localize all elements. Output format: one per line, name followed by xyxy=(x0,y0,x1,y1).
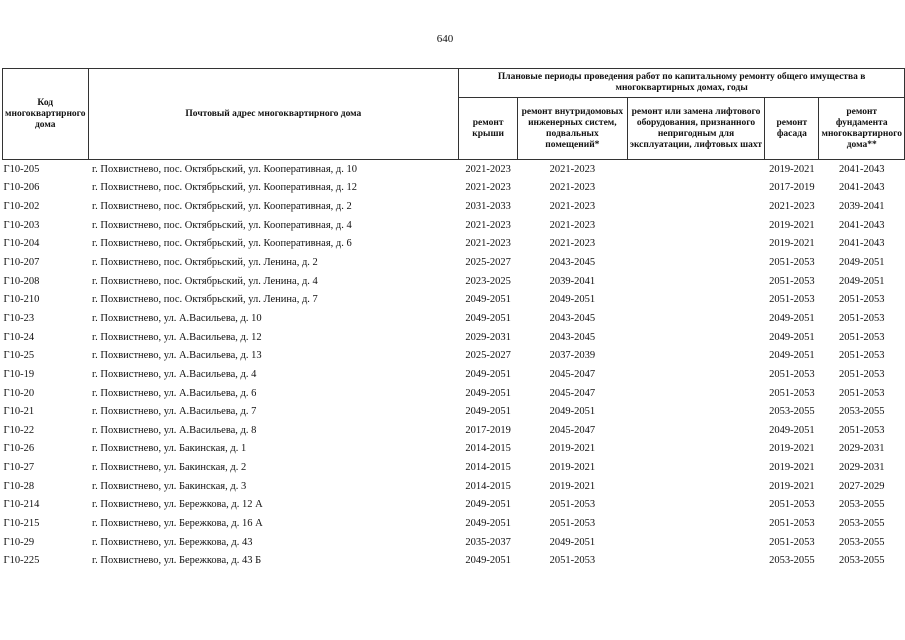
row-systems: 2045-2047 xyxy=(549,387,596,399)
table-row xyxy=(3,384,905,403)
table-row xyxy=(3,346,905,365)
row-foundation: 2053-2055 xyxy=(838,536,885,548)
row-systems: 2021-2023 xyxy=(549,182,596,194)
row-address: г. Похвистнево, ул. А.Васильева, д. 8 xyxy=(92,424,257,436)
row-elevator xyxy=(627,477,765,496)
table-row xyxy=(3,402,905,421)
row-code: Г10-28 xyxy=(3,480,35,492)
row-roof: 2014-2015 xyxy=(465,480,511,492)
row-elevator xyxy=(627,551,765,570)
row-foundation: 2041-2043 xyxy=(838,238,885,250)
row-systems: 2021-2023 xyxy=(549,163,596,175)
table-row xyxy=(3,477,905,496)
row-roof: 2049-2051 xyxy=(465,517,511,529)
row-roof: 2049-2051 xyxy=(465,368,511,380)
row-systems: 2049-2051 xyxy=(549,536,596,548)
row-address: г. Похвистнево, ул. А.Васильева, д. 10 xyxy=(92,312,262,324)
row-foundation: 2051-2053 xyxy=(838,331,885,343)
row-facade: 2019-2021 xyxy=(769,219,815,231)
row-facade: 2017-2019 xyxy=(769,182,815,194)
table-row xyxy=(3,551,905,570)
row-roof: 2021-2023 xyxy=(465,182,511,194)
row-address: г. Похвистнево, пос. Октябрьский, ул. Кооперативная, д. 2 xyxy=(92,201,352,213)
table-row xyxy=(3,533,905,552)
row-address: г. Похвистнево, ул. А.Васильева, д. 4 xyxy=(92,368,257,380)
row-elevator xyxy=(627,179,765,198)
row-systems: 2039-2041 xyxy=(549,275,596,287)
table-header xyxy=(3,69,905,160)
row-foundation: 2049-2051 xyxy=(838,257,885,269)
row-address: г. Похвистнево, ул. Бакинская, д. 2 xyxy=(92,462,247,474)
row-elevator xyxy=(627,365,765,384)
row-facade: 2051-2053 xyxy=(769,368,815,380)
table-row xyxy=(3,235,905,254)
row-systems: 2019-2021 xyxy=(549,462,596,474)
header-address: Почтовый адрес многоквартирного дома xyxy=(88,69,459,160)
row-address: г. Похвистнево, пос. Октябрьский, ул. Ленина, д. 7 xyxy=(92,294,318,306)
row-foundation: 2051-2053 xyxy=(838,368,885,380)
row-systems: 2021-2023 xyxy=(549,238,596,250)
row-facade: 2049-2051 xyxy=(769,331,815,343)
row-foundation: 2053-2055 xyxy=(838,406,885,418)
row-facade: 2019-2021 xyxy=(769,462,815,474)
row-code: Г10-214 xyxy=(3,499,40,511)
table-row xyxy=(3,440,905,459)
row-elevator xyxy=(627,253,765,272)
row-elevator xyxy=(627,197,765,216)
row-roof: 2017-2019 xyxy=(465,424,511,436)
row-code: Г10-24 xyxy=(3,331,35,343)
row-address: г. Похвистнево, ул. Бакинская, д. 1 xyxy=(92,443,247,455)
header-facade-repair: ремонт фасада xyxy=(765,98,819,160)
row-elevator xyxy=(627,514,765,533)
row-address: г. Похвистнево, ул. А.Васильева, д. 7 xyxy=(92,406,257,418)
row-code: Г10-25 xyxy=(3,350,35,362)
table-row xyxy=(3,197,905,216)
row-roof: 2049-2051 xyxy=(465,387,511,399)
row-code: Г10-203 xyxy=(3,219,40,231)
table-row xyxy=(3,272,905,291)
row-facade: 2049-2051 xyxy=(769,350,815,362)
row-code: Г10-20 xyxy=(3,387,35,399)
row-foundation: 2039-2041 xyxy=(838,201,885,213)
row-systems: 2045-2047 xyxy=(549,424,596,436)
row-address: г. Похвистнево, пос. Октябрьский, ул. Ленина, д. 2 xyxy=(92,257,318,269)
table-row xyxy=(3,365,905,384)
row-code: Г10-202 xyxy=(3,201,40,213)
row-facade: 2051-2053 xyxy=(769,275,815,287)
row-systems: 2043-2045 xyxy=(549,331,596,343)
row-systems: 2043-2045 xyxy=(549,312,596,324)
row-facade: 2051-2053 xyxy=(769,294,815,306)
row-roof: 2035-2037 xyxy=(465,536,511,548)
row-elevator xyxy=(627,328,765,347)
row-roof: 2014-2015 xyxy=(465,462,511,474)
row-facade: 2019-2021 xyxy=(769,238,815,250)
row-roof: 2031-2033 xyxy=(465,201,511,213)
table-row xyxy=(3,309,905,328)
row-facade: 2051-2053 xyxy=(769,257,815,269)
row-address: г. Похвистнево, пос. Октябрьский, ул. Кооперативная, д. 10 xyxy=(92,163,357,175)
row-code: Г10-204 xyxy=(3,238,40,250)
row-address: г. Похвистнево, ул. Бережкова, д. 43 xyxy=(92,536,253,548)
row-foundation: 2051-2053 xyxy=(838,312,885,324)
row-elevator xyxy=(627,533,765,552)
header-code: Код многоквартирного дома xyxy=(3,69,89,160)
row-foundation: 2041-2043 xyxy=(838,163,885,175)
row-elevator xyxy=(627,235,765,254)
row-facade: 2051-2053 xyxy=(769,517,815,529)
row-systems: 2021-2023 xyxy=(549,201,596,213)
row-foundation: 2049-2051 xyxy=(838,275,885,287)
table-body xyxy=(3,160,905,571)
table-row xyxy=(3,458,905,477)
row-systems: 2049-2051 xyxy=(549,406,596,418)
row-roof: 2021-2023 xyxy=(465,219,511,231)
row-roof: 2049-2051 xyxy=(465,499,511,511)
row-foundation: 2051-2053 xyxy=(838,350,885,362)
row-roof: 2025-2027 xyxy=(465,257,511,269)
row-foundation: 2029-2031 xyxy=(838,443,885,455)
row-foundation: 2051-2053 xyxy=(838,424,885,436)
row-elevator xyxy=(627,421,765,440)
row-code: Г10-21 xyxy=(3,406,35,418)
row-code: Г10-206 xyxy=(3,182,40,194)
row-address: г. Похвистнево, пос. Октябрьский, ул. Кооперативная, д. 12 xyxy=(92,182,357,194)
row-foundation: 2051-2053 xyxy=(838,294,885,306)
row-foundation: 2053-2055 xyxy=(838,555,885,567)
row-facade: 2021-2023 xyxy=(769,201,815,213)
row-systems: 2043-2045 xyxy=(549,257,596,269)
row-roof: 2029-2031 xyxy=(465,331,511,343)
row-roof: 2014-2015 xyxy=(465,443,511,455)
table-row xyxy=(3,160,905,179)
row-address: г. Похвистнево, ул. Бакинская, д. 3 xyxy=(92,480,247,492)
row-roof: 2021-2023 xyxy=(465,238,511,250)
row-roof: 2023-2025 xyxy=(465,275,511,287)
row-elevator xyxy=(627,216,765,235)
row-foundation: 2053-2055 xyxy=(838,499,885,511)
page-number: 640 xyxy=(436,33,454,45)
row-facade: 2049-2051 xyxy=(769,312,815,324)
row-code: Г10-19 xyxy=(3,368,35,380)
row-elevator xyxy=(627,272,765,291)
row-elevator xyxy=(627,290,765,309)
row-systems: 2019-2021 xyxy=(549,443,596,455)
row-code: Г10-26 xyxy=(3,443,35,455)
row-elevator xyxy=(627,309,765,328)
row-address: г. Похвистнево, ул. Бережкова, д. 12 А xyxy=(92,499,263,511)
row-elevator xyxy=(627,440,765,459)
row-foundation: 2027-2029 xyxy=(838,480,885,492)
table-row xyxy=(3,514,905,533)
row-systems: 2049-2051 xyxy=(549,294,596,306)
row-facade: 2019-2021 xyxy=(769,443,815,455)
header-work-periods: Плановые периоды проведения работ по капитальному ремонту общего имущества в многоквартирных домах, годы xyxy=(459,69,905,98)
header-elevator-repair: ремонт или замена лифтового оборудования, признанного непригодным для эксплуатации, лифтовых шахт xyxy=(627,98,765,160)
row-roof: 2049-2051 xyxy=(465,555,511,567)
row-address: г. Похвистнево, ул. А.Васильева, д. 6 xyxy=(92,387,257,399)
capital-repair-schedule-table xyxy=(2,68,905,570)
table-row xyxy=(3,421,905,440)
row-code: Г10-225 xyxy=(3,555,40,567)
row-facade: 2051-2053 xyxy=(769,499,815,511)
row-facade: 2053-2055 xyxy=(769,555,815,567)
row-facade: 2051-2053 xyxy=(769,536,815,548)
row-systems: 2019-2021 xyxy=(549,480,596,492)
row-foundation: 2029-2031 xyxy=(838,462,885,474)
row-facade: 2049-2051 xyxy=(769,424,815,436)
row-code: Г10-29 xyxy=(3,536,35,548)
row-systems: 2051-2053 xyxy=(549,499,596,511)
row-address: г. Похвистнево, ул. Бережкова, д. 16 А xyxy=(92,517,263,529)
row-address: г. Похвистнево, ул. А.Васильева, д. 12 xyxy=(92,331,262,343)
row-systems: 2037-2039 xyxy=(549,350,596,362)
row-code: Г10-23 xyxy=(3,312,35,324)
row-systems: 2051-2053 xyxy=(549,517,596,529)
row-code: Г10-205 xyxy=(3,163,40,175)
row-code: Г10-215 xyxy=(3,517,40,529)
row-address: г. Похвистнево, пос. Октябрьский, ул. Кооперативная, д. 6 xyxy=(92,238,352,250)
row-roof: 2049-2051 xyxy=(465,294,511,306)
row-foundation: 2041-2043 xyxy=(838,219,885,231)
header-roof-repair: ремонт крыши xyxy=(459,98,518,160)
row-code: Г10-210 xyxy=(3,294,40,306)
row-roof: 2049-2051 xyxy=(465,312,511,324)
row-code: Г10-207 xyxy=(3,257,40,269)
table-row xyxy=(3,328,905,347)
row-address: г. Похвистнево, ул. А.Васильева, д. 13 xyxy=(92,350,262,362)
table-row xyxy=(3,290,905,309)
row-address: г. Похвистнево, пос. Октябрьский, ул. Кооперативная, д. 4 xyxy=(92,219,352,231)
row-systems: 2021-2023 xyxy=(549,219,596,231)
row-elevator xyxy=(627,402,765,421)
row-systems: 2045-2047 xyxy=(549,368,596,380)
row-systems: 2051-2053 xyxy=(549,555,596,567)
row-elevator xyxy=(627,458,765,477)
row-facade: 2051-2053 xyxy=(769,387,815,399)
row-code: Г10-22 xyxy=(3,424,35,436)
row-foundation: 2051-2053 xyxy=(838,387,885,399)
row-address: г. Похвистнево, ул. Бережкова, д. 43 Б xyxy=(92,555,262,567)
row-elevator xyxy=(627,384,765,403)
row-code: Г10-208 xyxy=(3,275,40,287)
row-elevator xyxy=(627,160,765,179)
row-elevator xyxy=(627,496,765,515)
table-row xyxy=(3,496,905,515)
header-systems-repair: ремонт внутридомовых инженерных систем, подвальных помещений* xyxy=(518,98,628,160)
row-code: Г10-27 xyxy=(3,462,35,474)
row-address: г. Похвистнево, пос. Октябрьский, ул. Ленина, д. 4 xyxy=(92,275,318,287)
row-facade: 2053-2055 xyxy=(769,406,815,418)
table-row xyxy=(3,179,905,198)
row-roof: 2021-2023 xyxy=(465,163,511,175)
header-foundation-repair: ремонт фундамента многоквартирного дома** xyxy=(819,98,905,160)
row-facade: 2019-2021 xyxy=(769,480,815,492)
row-roof: 2025-2027 xyxy=(465,350,511,362)
table-row xyxy=(3,253,905,272)
row-elevator xyxy=(627,346,765,365)
row-foundation: 2041-2043 xyxy=(838,182,885,194)
row-roof: 2049-2051 xyxy=(465,406,511,418)
row-foundation: 2053-2055 xyxy=(838,517,885,529)
row-facade: 2019-2021 xyxy=(769,163,815,175)
table-row xyxy=(3,216,905,235)
